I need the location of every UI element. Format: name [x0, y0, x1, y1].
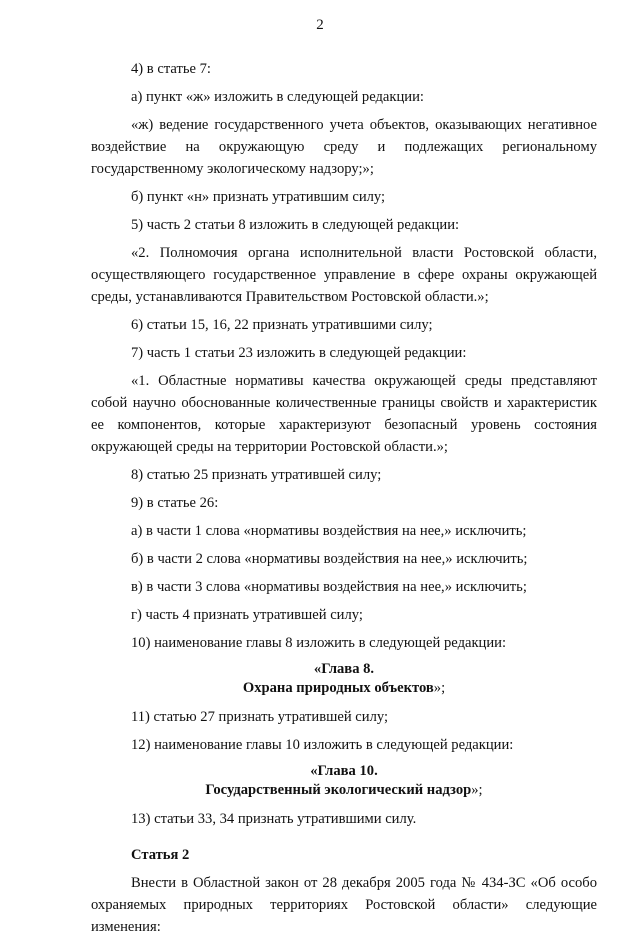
chapter-8-number: «Глава 8. — [313, 661, 375, 677]
chapter-8-title-tail: »; — [433, 680, 446, 696]
paragraph: «2. Полномочия органа исполнительной власти Ростовской области, осуществляющего государственное управление в сфере охраны окружающей среды, устанавливаются Правительством Ростовской области.»; — [91, 245, 597, 305]
chapter-10-title-tail: »; — [471, 782, 483, 798]
paragraph: б) в части 2 слова «нормативы воздействия на нее,» исключить; — [131, 551, 528, 567]
paragraph: 12) наименование главы 10 изложить в следующей редакции: — [131, 737, 514, 753]
chapter-8-heading — [91, 660, 597, 698]
paragraph: г) часть 4 признать утратившей силу; — [131, 607, 363, 623]
paragraph: 11) статью 27 признать утратившей силу; — [131, 709, 389, 725]
paragraph: «ж) ведение государственного учета объектов, оказывающих негативное воздействие на окружающую среду и подлежащих региональному государственному экологическому надзору;»; — [91, 117, 597, 177]
chapter-10-number: «Глава 10. — [310, 763, 378, 779]
article-2-title: Статья 2 — [131, 847, 190, 863]
page-number: 2 — [316, 17, 324, 33]
chapter-10-heading — [91, 762, 597, 800]
paragraph: 10) наименование главы 8 изложить в следующей редакции: — [131, 635, 507, 651]
paragraph: 6) статьи 15, 16, 22 признать утратившими силу; — [131, 317, 433, 333]
paragraph: 8) статью 25 признать утратившей силу; — [131, 467, 382, 483]
paragraph: «1. Областные нормативы качества окружающей среды представляют собой научно обоснованные количественные границы свойств и характеристик ее компонентов, которые характеризуют безопасный уровень состояния окружающей среды на территории Ростовской области.»; — [91, 373, 597, 455]
article-2-text: Внести в Областной закон от 28 декабря 2005 года № 434-ЗС «Об особо охраняемых природных территориях Ростовской области» следующие изменения: — [91, 875, 597, 935]
paragraph: б) пункт «н» признать утратившим силу; — [131, 189, 386, 205]
paragraph: 4) в статье 7: — [131, 61, 211, 77]
paragraph: в) в части 3 слова «нормативы воздействия на нее,» исключить; — [131, 579, 527, 595]
paragraph: 13) статьи 33, 34 признать утратившими силу. — [131, 811, 417, 827]
paragraph: 5) часть 2 статьи 8 изложить в следующей редакции: — [131, 217, 460, 233]
chapter-8-title — [91, 679, 597, 698]
chapter-10-title — [91, 781, 597, 800]
paragraph: 7) часть 1 статьи 23 изложить в следующей редакции: — [131, 345, 467, 361]
chapter-10-title-text: Государственный экологический надзор — [205, 782, 472, 798]
paragraph: 9) в статье 26: — [131, 495, 219, 511]
paragraph: а) в части 1 слова «нормативы воздействия на нее,» исключить; — [131, 523, 527, 539]
document-body — [91, 58, 597, 944]
paragraph: а) пункт «ж» изложить в следующей редакции: — [131, 89, 424, 105]
chapter-8-title-text: Охрана природных объектов — [242, 680, 434, 696]
